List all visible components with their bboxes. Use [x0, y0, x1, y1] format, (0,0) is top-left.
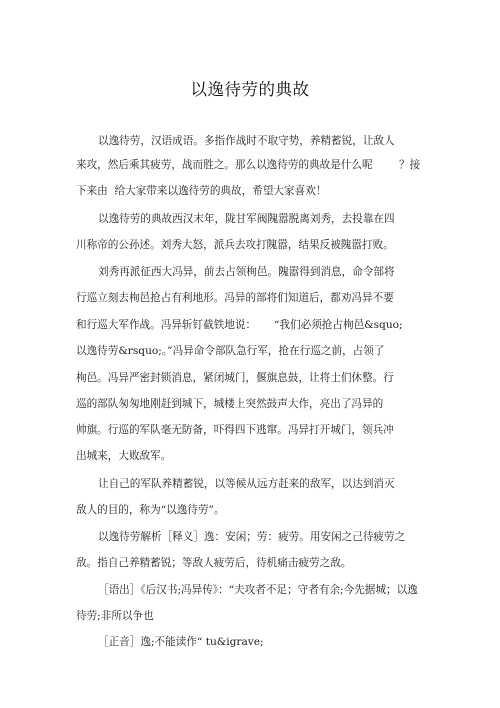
paragraph-line: 行巡立刻去栒邑抢占有利地形。冯异的部将们知道后，都劝冯异不要 [76, 292, 394, 304]
paragraph-line: “我们必须抢占栒邑&squo; [274, 319, 403, 331]
paragraph-line: 以逸待劳解析［释义］逸：安闲；劳：疲劳。用安闲之己待疲劳之 [98, 531, 406, 543]
paragraph-line: ？接 [399, 159, 421, 171]
paragraph-line: ［语出］《后汉书;冯异传》：“夫攻者不足；守者有余;今先据城；以逸 [98, 584, 418, 596]
paragraph-line: 和行巡大军作战。冯异斩钉截铁地说： [76, 319, 257, 331]
paragraph-line: 出城来，大败敌军。 [76, 450, 172, 462]
paragraph-line: 以逸待劳的典故西汉末年，陇甘军阀隗嚣脱离刘秀，去投靠在四 [98, 213, 395, 225]
paragraph-line: 敌。指自己养精蓄锐；等敌人疲劳后，待机痛击疲劳之敌。 [76, 557, 352, 569]
paragraph-line: 以逸待劳，汉语成语。多指作战时不取守势，养精蓄锐，让敌人 [98, 135, 395, 147]
paragraph-line: ［正音］逸;不能读作“ tu&igrave; [98, 636, 264, 648]
paragraph-line: 巡的部队匆匆地刚赶到城下，城楼上突然鼓声大作，亮出了冯异的 [76, 398, 384, 410]
paragraph-line: 下来由 给大家带来以逸待劳的典故，希望大家喜欢！ [76, 185, 327, 197]
paragraph-line: 敌人的目的，称为“以逸待劳”。 [76, 504, 225, 516]
paragraph-line: 刘秀再派征西大冯异，前去占领栒邑。隗嚣得到消息，命令部将 [98, 266, 395, 278]
paragraph-line: 来攻，然后乘其疲劳，战而胜之。那么以逸待劳的典故是什么呢 [76, 159, 373, 171]
paragraph-line: 待劳;非所以争也 [76, 610, 154, 622]
paragraph-line: 让自己的军队养精蓄锐，以等候从远方赶来的敌军，以达到消灭 [98, 478, 395, 490]
paragraph-line: 川称帝的公孙述。刘秀大怒，派兵去攻打隗嚣，结果反被隗嚣打败。 [76, 239, 394, 251]
paragraph-line: 栒邑。冯异严密封锁消息，紧闭城门，偃旗息鼓，让将士们休整。行 [76, 372, 394, 384]
paragraph-line: 帅旗。行巡的军队毫无防备，吓得四下逃窜。冯异打开城门，领兵冲 [76, 424, 394, 436]
document-title: 以逸待劳的典故 [190, 80, 310, 99]
paragraph-line: 以逸待劳&rsquo;。”冯异命令部队急行军，抢在行巡之前，占领了 [76, 345, 385, 357]
